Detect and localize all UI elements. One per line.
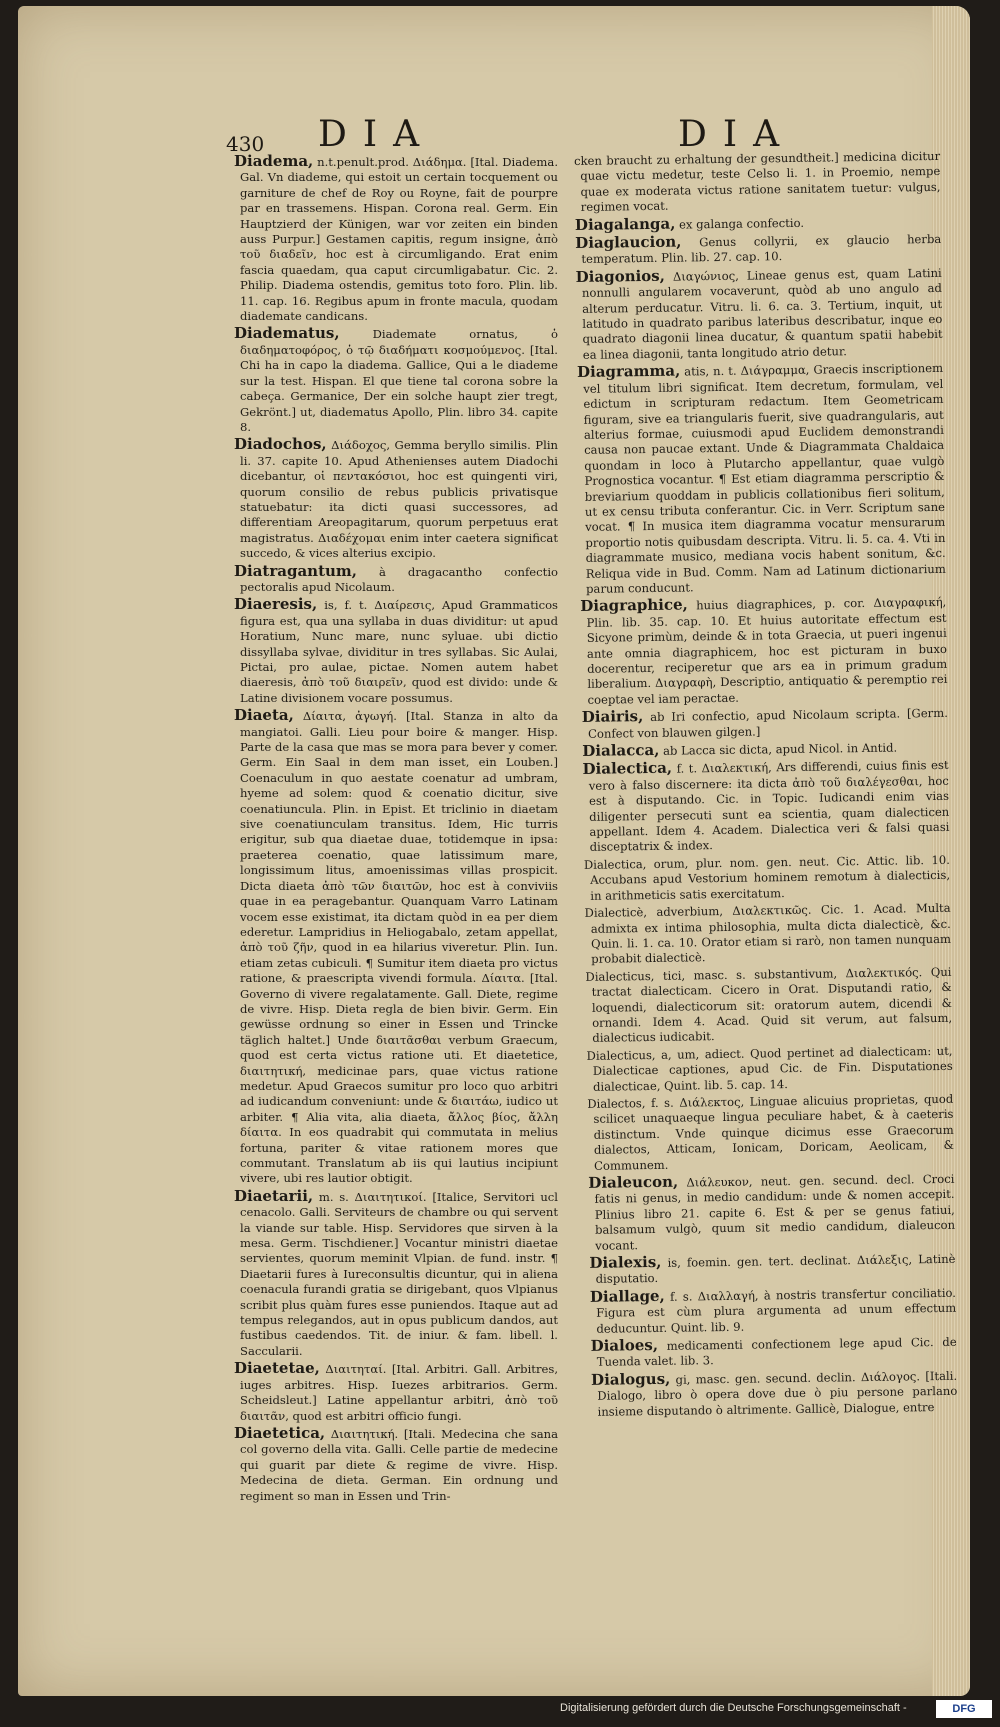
entry-headword: Dialogus, xyxy=(590,1369,671,1389)
entry-headword: Diagalanga, xyxy=(574,214,676,234)
entry-text: Genus collyrii, ex glaucio herba temperatum. Plin. lib. 27. cap. 10. xyxy=(581,231,942,267)
entry-headword: Dialectica, xyxy=(582,759,673,779)
entry-headword: Diallage, xyxy=(589,1286,665,1306)
entry-text: f. s. Διαλλαγή, à nostris transfertur conciliatio. Figura est cùm plura argumenta ad unum effectum deducuntur. Quint. lib. 9. xyxy=(596,1285,957,1336)
entry-headword: Dialeucon, xyxy=(588,1172,679,1192)
entry-text: à dragacantho confectio pectoralis apud Nicolaum. xyxy=(240,564,559,594)
entry-text: Dialecticè, adverbium, Διαλεκτικῶς. Cic. 1. Acad. Multa admixta ex intima philosophia, multa dicta dialecticè, &c. Quin. li. 1. ca. 10. Orator etiam si rarò, non tamen nunquam probabit dialecticè. xyxy=(584,900,952,967)
dictionary-entry xyxy=(234,154,558,324)
entry-headword: Diaetetae, xyxy=(234,1359,320,1378)
dictionary-entry xyxy=(576,265,943,364)
dfg-logo: DFG xyxy=(936,1700,992,1718)
book-page xyxy=(18,6,970,1696)
dictionary-entry xyxy=(586,1044,953,1095)
entry-text: m. s. Διαιτητικοί. [Italice, Servitori ucl cenacolo. Galli. Serviteurs de chambre ou qui servent la viande sur table. Hisp. Servidores que sirven à la mesa. Germ. Tischdiener.] Vocantur ministri diaetae servientes, quorum meminit Vlpian. de fund. instr. ¶ Diaetarii fures à Iureconsultis dicuntur, qui in aliena coenacula furandi gratia se dirigebant, quos Vlpianus scribit plus quàm fures esse puniendos. Itaque aut ad tempus relegandos, aut in opus publicum dandos, aut fustibus caedendos. Tit. de iniur. & fam. libell. l. Saccularii. xyxy=(240,1189,558,1358)
entry-text: Διάδοχος, Gemma beryllo similis. Plin li. 37. capite 10. Apud Athenienses autem Diadochi dicebantur, οἱ πεντακόσιοι, hoc est quingenti viri, quorum consilio de rebus publicis privatisque statuebatur: ita dicti quasi successores, ad differentiam Areopagitarum, quorum perpetuus erat magistratus. Διαδέχομαι enim inter caetera significat succedo, & vices alterius excipio. xyxy=(240,438,558,561)
entry-text: ab Lacca sic dicta, apud Nicol. in Antid. xyxy=(662,740,898,758)
entry-headword: Diaetarii, xyxy=(234,1186,314,1205)
dictionary-entry xyxy=(234,437,558,561)
dictionary-entry xyxy=(589,1251,955,1288)
entry-headword: Dialexis, xyxy=(589,1252,662,1272)
entry-text: atis, n. t. Διάγραμμα, Graecis inscriptionem vel titulum libri significat. Item decretum, formulam, vel edictum in scripturam redactum. Item Geometricam figuram, sive ea triangularis fuerit, sive quadrangularis, aut alterius formae, cuiusmodi apud Euclidem demonstrandi causa non paucae extant. Unde & Diagrammata Chaldaica quondam in loco à Plutarcho appellantur, quae vulgò Prognostica vocantur. ¶ Est etiam diagramma perscriptio & breviarium quoddam in publicis collationibus fieri solitum, ut ex censu tributa conferantur. Cic. in Verr. Scriptum sane vocat. ¶ In musica item diagramma vocatur mensurarum proportio notis quibusdam descripta. Vitru. li. 5. ca. 4. Vti in diagrammate musico, mediana vocis habent sonitum, &c. Reliqua vide in Bud. Comm. Nam ad Latinum dictionarium parum conducunt. xyxy=(583,361,946,596)
dictionary-entry xyxy=(580,594,947,708)
dictionary-entry xyxy=(234,1423,559,1504)
dictionary-entry xyxy=(234,326,558,435)
entry-text: is, f. t. Διαίρεσις, Apud Grammaticos figura est, qua una syllaba in duas dividitur: ut apud Horatium, Nunc mare, nunc syluae. ubi dictio dissyllaba sylvae, dividitur in tres syllabas. Sic Aulai, Pictai, pro aulae, pictae. Nomen autem habet diaeresis, ἀπὸ τοῦ διαιρεῖν, quod est divido: unde & Latine divisionem vocare possumus. xyxy=(240,598,558,705)
running-header-left: DIA xyxy=(318,114,436,155)
entry-headword: Diaglaucion, xyxy=(575,232,682,253)
entry-text: Διαιτητική. [Itali. Medecina che sana col governo della vita. Galli. Celle partie de medecine qui guarit par diete & regime de vivre. Hisp. Medecina de dieta. German. Ein ordnung und regiment so man in Essen und Trin- xyxy=(240,1426,559,1503)
page-number: 430 xyxy=(226,132,265,156)
entry-text: ex galanga confectio. xyxy=(678,215,805,232)
entry-text: n.t.penult.prod. Διάδημα. [Ital. Diadema. Gal. Vn diademe, qui estoit un certain tocquement ou garniture de chef de Roy ou Royne, fait de pourpre par en trassemens. Hispan. Corona real. Germ. Ein Hauptzierd der Künigen, war vor zeiten ein binden auss Purpur.] Gestamen capitis, regum insigne, ἀπὸ τοῦ διαδεῖν, hoc est à circumligando. Erat enim fascia quaedam, qua caput circumligabatur. Cic. 2. Philip. Diadema ostendis, gemitus toto foro. Plin. lib. 11. cap. 16. Regibus apum in fronte macula, quodam diademate candicans. xyxy=(240,155,559,324)
entry-headword: Diagonios, xyxy=(575,266,666,286)
entry-text: is, foemin. gen. tert. declinat. Διάλεξις, Latinè disputatio. xyxy=(595,1251,956,1287)
entry-headword: Diagraphice, xyxy=(580,595,688,616)
dictionary-entry xyxy=(590,1285,957,1337)
entry-text: Dialectica, orum, plur. nom. gen. neut. Cic. Attic. lib. 10. Accubans apud Vestorium hominem remotum à dialecticis, in arithmeticis satis exercitatum. xyxy=(583,852,951,903)
entry-headword: Diaetetica, xyxy=(234,1423,326,1442)
running-header-right: DIA xyxy=(678,114,796,155)
dictionary-entry xyxy=(234,708,558,1187)
dictionary-entry xyxy=(591,1334,957,1371)
dictionary-entry xyxy=(591,1368,958,1420)
dictionary-entry xyxy=(577,360,946,597)
dictionary-entry xyxy=(582,705,948,742)
dictionary-entry xyxy=(588,1171,955,1254)
dictionary-entry xyxy=(585,901,952,968)
entry-text: gi, masc. gen. secund. declin. Διάλογος. [Itali. Dialogo, libro ò opera dove due ò piu persone parlano insieme disputando ò altrimente. Gallicè, Dialogue, entre xyxy=(597,1368,958,1419)
entry-text: medicamenti confectionem lege apud Cic. de Tuenda valet. lib. 3. xyxy=(596,1334,957,1370)
entry-headword: Diadochos, xyxy=(234,435,327,454)
dictionary-entry xyxy=(587,1092,954,1174)
entry-text: Dialectos, f. s. Διάλεκτος, Linguae alicuius proprietas, quod scilicet unaquaeque lingua peculiare habet, & à caeteris distinctum. Vnde quinque dicimus esse Graecorum dialectos, Atticam, Ionicam, Doricam, Aeolicam, & Communem. xyxy=(587,1091,954,1173)
entry-text: cken braucht zu erhaltung der gesundtheit.] medicina dicitur quae victu medetur, teste Celso li. 1. in Proemio, nempe quae ex moderata victus ratione sanitatem tuetur: vulgus, regimen vocat. xyxy=(574,148,941,215)
entry-headword: Diatragantum, xyxy=(234,561,358,580)
dictionary-entry xyxy=(234,597,558,706)
dictionary-entry xyxy=(584,853,951,904)
right-column xyxy=(574,149,958,1422)
entry-headword: Diadema, xyxy=(234,152,314,170)
dictionary-entry xyxy=(234,561,559,596)
entry-text: f. t. Διαλεκτική, Ars differendi, cuius finis est vero à falso discernere: ita dicta ἀπὸ τοῦ διαλέγεσθαι, hoc est à disputando. Cic. in Topic. Iudicandi enim vias diligenter persecuti sunt ea scientia, quam dialecticen appellant. Idem 4. Academ. Dialectica veri & falsi quasi disceptatrix & index. xyxy=(588,758,950,855)
entry-headword: Dialacca, xyxy=(582,740,660,760)
entry-headword: Dialoes, xyxy=(590,1336,659,1355)
dictionary-entry xyxy=(234,1361,558,1424)
entry-text: Diademate ornatus, ὁ διαδηματοφόρος, ὁ τῷ διαδήματι κοσμούμενος. [Ital. Chi ha in capo la diadema. Gallice, Qui a le diademe sur la test. Hispan. El que tiene tal corona sobre la cabeça. Germanice, Der ein solche haupt zier tregt, Gekrönt.] ut, diadematus Apollo, Plin. libro 34. capite 8. xyxy=(240,327,559,434)
dictionary-entry xyxy=(234,1186,558,1359)
footer-credit: Digitalisierung gefördert durch die Deutsche Forschungsgemeinschaft - xyxy=(560,1702,907,1714)
left-column xyxy=(234,154,558,1506)
entry-headword: Diagramma, xyxy=(576,361,681,382)
entry-text: Δίαιτα, ἀγωγή. [Ital. Stanza in alto da mangiatoi. Galli. Lieu pour boire & manger. Hisp. Parte de la casa que mas se mora para bever y comer. Germ. Ein Saal in dem man isset, ein Louben.] Coenaculum in quo aestate coenatur ad umbram, hyeme ad solem: quod & coenatio dicitur, sive coenatiuncula. Plin. in Epist. Et triclinio in diaetam sive coenatiunculam transitus. Idem, Hic turris erigitur, sub qua diaetae duae, totidemque in ipsa: praeterea coenatio, quae latissimum mare, longissimum litus, amoenissimas villas prospicit. Dicta diaeta ἀπὸ τῶν διαιτῶν, hoc est à conviviis quae in ea peragebantur. Quanquam Varro Latinam vocem esse existimat, ita dictam quòd in ea per diem ederetur. Lampridius in Heliogabalo, zetam appellat, ἀπὸ τοῦ ζῆν, quod in ea hilarius viveretur. Plin. Iun. etiam zetas cubiculi. ¶ Sumitur item diaeta pro victus ratione, & praescripta vivendi formula. Δίαιτα. [Ital. Governo di vivere regalatamente. Gall. Diete, regime de vivre. Hisp. Dieta regla de bien bivir. Germ. Ein gewüsse ordnung so einer in Essen und Trincke täglich haltet.] Unde διαιτᾶσθαι verbum Graecum, quod est certa victus ratione uti. Et diaetetice, διαιτητική, medicinae pars, quae victus ratione medetur. Apud Graecos sumitur pro loco quo arbitri ad iudicandum conveniunt: unde & διαιτάω, iudico ut arbiter. ¶ Alia vita, alia diaeta, ἄλλος βίος, ἄλλη δίαιτα. In eos quadrabit qui commutata in melius fortuna, pariter & vitae rationem mores que commutant. Translatum ab iis qui lautius incipiunt vivere, ubi res lautior obtigit. xyxy=(240,709,558,1186)
entry-text: huius diagraphices, p. cor. Διαγραφική, Plin. lib. 35. cap. 10. Et huius autoritate effectum est Sicyone primùm, deinde & in tota Graecia, ut pueri ingenui ante omnia diagraphicem, hoc est picturam in buxo docerentur, reciperetur que ars ea in primum gradum liberalium. Διαγραφὴ, Descriptio, antiquatio & peremptio rei coeptae vel iam peractae. xyxy=(586,595,948,707)
entry-headword: Diadematus, xyxy=(234,324,340,343)
entry-headword: Diaeta, xyxy=(234,706,294,725)
entry-text: Διάλευκον, neut. gen. secund. decl. Croci fatis ni genus, in medio candidum: unde & nomen accepit. Plinius libro 21. capite 6. Est & per se genus fatiui, balsamum vulgò, quum sit medio candidum, dialeucon vocant. xyxy=(594,1171,956,1253)
entry-headword: Diairis, xyxy=(581,707,644,727)
dictionary-entry xyxy=(585,965,952,1047)
dictionary-entry xyxy=(582,757,949,856)
entry-text: ab Iri confectio, apud Nicolaum scripta. [Germ. Confect von blauwen gilgen.] xyxy=(587,706,948,741)
entry-text: Διαγώνιος, Lineae genus est, quam Latini nonnulli angularem vocaverunt, quòd ab uno angulo ad alterum perducatur. Vitru. li. 6. ca. 3. Tertium, inquit, ut latitudo in quadrato paribus lateribus describatur, inque eo quadrato diagonii linea ducatur, & quantum spatii habebit ea linea diagonii, tanta longitudo atrio detur. xyxy=(581,265,943,362)
entry-text: Διαιτηταί. [Ital. Arbitri. Gall. Arbitres, iuges arbitres. Hisp. Iuezes arbitrarios. Germ. Scheidsleut.] Latine appellantur arbitri, ἀπὸ τοῦ διαιτᾶν, quod est arbitri officio fungi. xyxy=(240,1362,559,1423)
entry-text: Dialecticus, a, um, adiect. Quod pertinet ad dialecticam: ut, Dialecticae captiones, apud Cic. de Fin. Disputationes dialecticae, Quint. lib. 5. cap. 14. xyxy=(586,1043,953,1094)
entry-headword: Diaeresis, xyxy=(234,595,318,614)
dictionary-entry xyxy=(574,149,941,216)
dictionary-entry xyxy=(575,231,941,268)
entry-text: Dialecticus, tici, masc. s. substantivum, Διαλεκτικός. Qui tractat dialecticam. Cicero in Orat. Disputandi ratio, & loquendi, dialecticorum sit: oratorum autem, dicendi & ornandi. Idem 4. Acad. Quid sit verum, aut falsum, dialecticus iudicabit. xyxy=(585,964,953,1046)
